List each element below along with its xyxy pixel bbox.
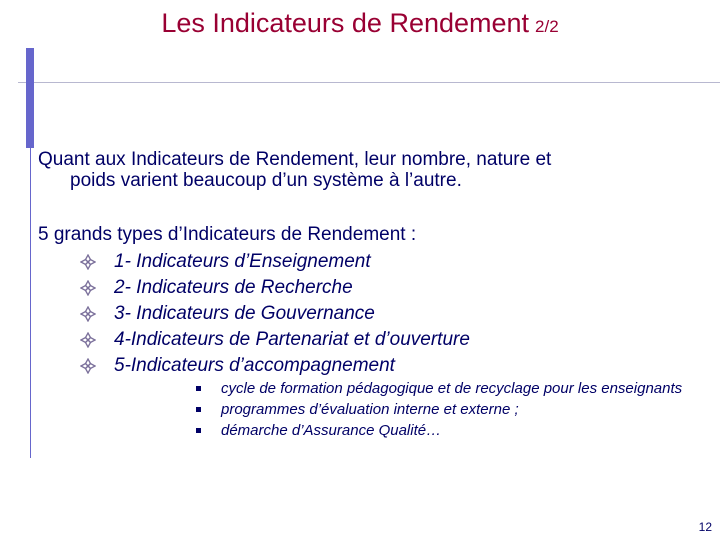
list-item bbox=[80, 353, 470, 379]
type-label: 5-Indicateurs d’accompagnement bbox=[114, 355, 395, 376]
list-item bbox=[196, 380, 696, 397]
list-item bbox=[80, 301, 470, 327]
list-item bbox=[196, 401, 696, 418]
diamond-flower-bullet-icon bbox=[80, 254, 96, 270]
sub-item-label: démarche d’Assurance Qualité… bbox=[221, 422, 442, 439]
slide-title-sub: 2/2 bbox=[535, 17, 559, 36]
accent-line bbox=[30, 148, 31, 458]
list-item bbox=[80, 275, 470, 301]
intro-line-1: Quant aux Indicateurs de Rendement, leur nombre, nature et bbox=[38, 149, 552, 170]
type-label: 2- Indicateurs de Recherche bbox=[114, 277, 353, 298]
diamond-flower-bullet-icon bbox=[80, 306, 96, 322]
diamond-flower-bullet-icon bbox=[80, 358, 96, 374]
intro-line-2: poids varient beaucoup d’un système à l’autre. bbox=[70, 170, 462, 191]
intro-paragraph bbox=[38, 149, 698, 191]
sub-item-label: cycle de formation pédagogique et de recyclage pour les enseignants bbox=[221, 380, 683, 397]
accent-bar bbox=[26, 48, 34, 148]
diamond-flower-bullet-icon bbox=[80, 280, 96, 296]
square-bullet-icon bbox=[196, 428, 201, 433]
sub-item-label: programmes d’évaluation interne et externe ; bbox=[221, 401, 519, 418]
diamond-flower-bullet-icon bbox=[80, 332, 96, 348]
type-label: 4-Indicateurs de Partenariat et d’ouverture bbox=[114, 329, 470, 350]
slide-title bbox=[0, 8, 720, 39]
types-heading: 5 grands types d’Indicateurs de Rendement : bbox=[38, 224, 417, 245]
type-label: 3- Indicateurs de Gouvernance bbox=[114, 303, 375, 324]
sub-items-list bbox=[196, 380, 696, 443]
types-list bbox=[80, 249, 470, 379]
list-item bbox=[196, 422, 696, 439]
page-number: 12 bbox=[698, 520, 712, 534]
slide-title-main: Les Indicateurs de Rendement bbox=[161, 8, 530, 38]
list-item bbox=[80, 249, 470, 275]
list-item bbox=[80, 327, 470, 353]
square-bullet-icon bbox=[196, 386, 201, 391]
square-bullet-icon bbox=[196, 407, 201, 412]
type-label: 1- Indicateurs d’Enseignement bbox=[114, 251, 371, 272]
title-divider bbox=[18, 82, 720, 83]
